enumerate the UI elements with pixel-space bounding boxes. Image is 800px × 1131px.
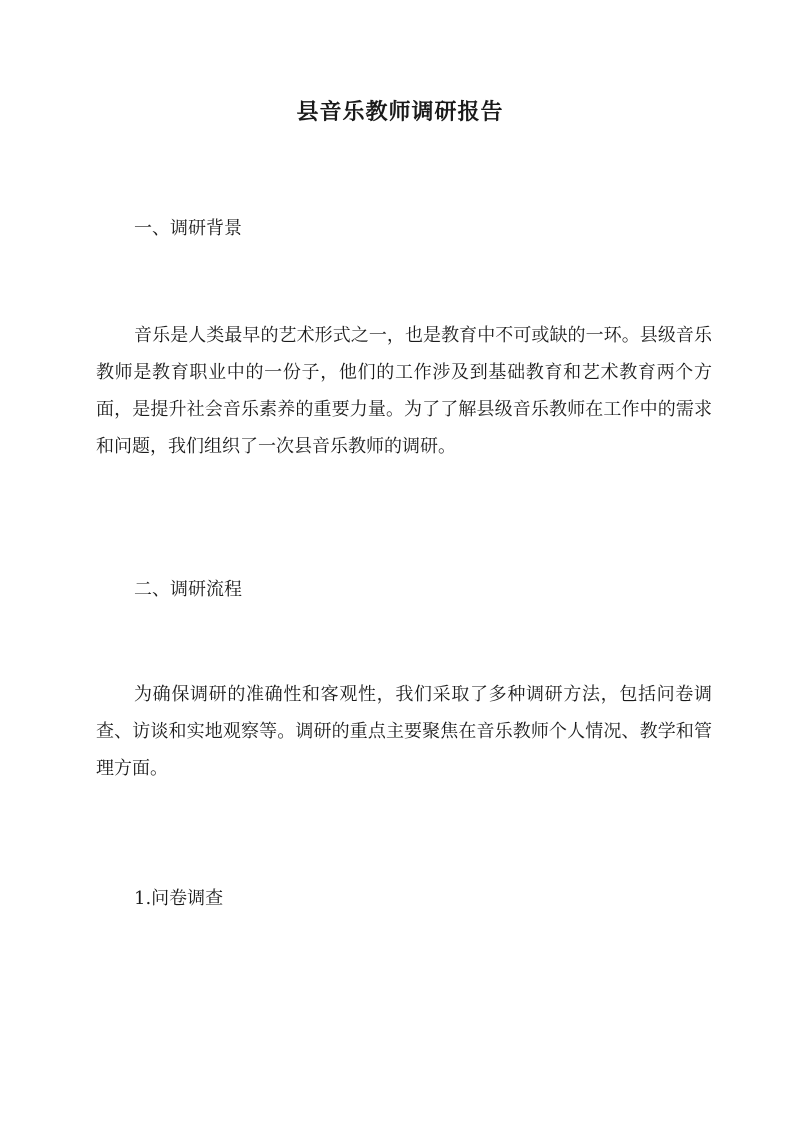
- section-heading-background: 一、调研背景: [134, 218, 242, 239]
- document-title: 县音乐教师调研报告: [296, 99, 504, 125]
- section-paragraph-process: 为确保调研的准确性和客观性，我们采取了多种调研方法，包括问卷调查、访谈和实地观察等。调研的重点主要聚焦在音乐教师个人情况、教学和管理方面。: [96, 684, 712, 779]
- section-heading-process: 二、调研流程: [134, 579, 242, 600]
- subsection-heading-questionnaire: 1.问卷调查: [134, 888, 224, 909]
- section-paragraph-background: 音乐是人类最早的艺术形式之一，也是教育中不可或缺的一环。县级音乐教师是教育职业中的一份子，他们的工作涉及到基础教育和艺术教育两个方面，是提升社会音乐素养的重要力量。为了了解县级音乐教师在工作中的需求和问题，我们组织了一次县音乐教师的调研。: [96, 325, 712, 457]
